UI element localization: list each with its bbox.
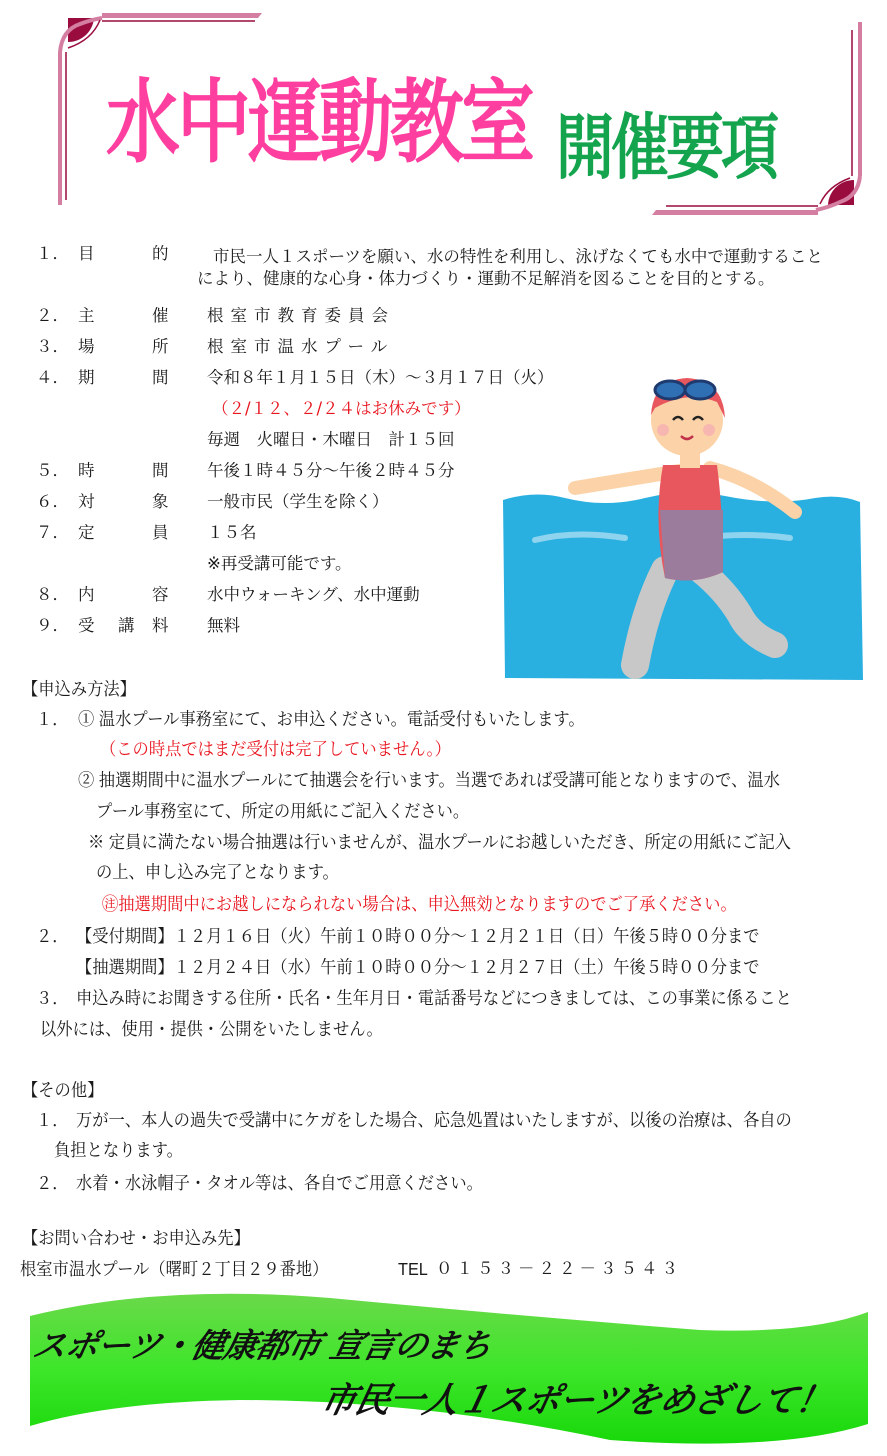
page-title: 水中運動教室 — [106, 70, 532, 176]
injury-notice-cont: 負担となります。 — [54, 1140, 183, 1160]
detail-label-char: 容 — [152, 585, 169, 604]
detail-value: 令和８年１月１５日（木）～３月１７日（火） — [207, 368, 554, 387]
detail-value: 無料 — [207, 616, 240, 635]
application-warning: ㊟抽選期間中にお越しになられない場合は、申込無効となりますのでご了承ください。 — [102, 894, 737, 914]
contact-heading: 【お問い合わせ・お申込み先】 — [22, 1228, 250, 1248]
detail-label-char: 受 — [78, 616, 95, 635]
detail-label-char: 的 — [152, 244, 169, 263]
detail-value: 水中ウォーキング、水中運動 — [207, 585, 420, 604]
other-heading: 【その他】 — [22, 1080, 104, 1100]
capacity-note: ※再受講可能です。 — [207, 554, 352, 573]
detail-label-char: 講 — [118, 616, 135, 635]
header-frame — [0, 0, 887, 230]
application-step-1-note: （この時点ではまだ受付は完了していません。） — [100, 739, 451, 759]
detail-label-char: 間 — [152, 461, 169, 480]
detail-value: 午後１時４５分～午後２時４５分 — [207, 461, 455, 480]
detail-value: 根室市温水プール — [207, 337, 395, 356]
schedule-note: 毎週 火曜日・木曜日 計１５回 — [207, 430, 455, 449]
slogan-line-2: 市民一人１スポーツをめざして！ — [317, 1381, 835, 1421]
application-note: ※ 定員に満たない場合抽選は行いませんが、温水プールにお越しいただき、所定の用紙にご記入 — [88, 832, 791, 852]
detail-label-char: 間 — [152, 368, 169, 387]
detail-label-char: 催 — [152, 306, 169, 325]
detail-value: 根室市教育委員会 — [207, 306, 395, 325]
belongings-notice: 水着・水泳帽子・タオル等は、各自でご用意ください。 — [76, 1173, 483, 1193]
application-item-number: １． — [36, 709, 69, 729]
application-step-2-cont: プール事務室にて、所定の用紙にご記入ください。 — [96, 801, 470, 821]
page-subtitle: 開催要項 — [556, 105, 777, 189]
holiday-note: （２/１２、２/２４はお休みです） — [212, 399, 471, 418]
application-note-cont: の上、申し込み完了となります。 — [96, 862, 339, 882]
detail-number: ６． — [36, 492, 69, 511]
detail-label-char: 員 — [152, 523, 169, 542]
detail-label-char: 期 — [78, 368, 95, 387]
injury-notice: 万が一、本人の過失で受講中にケガをした場合、応急処置はいたしますが、以後の治療は、各自の — [76, 1110, 792, 1130]
detail-value: 市民一人１スポーツを願い、水の特性を利用し、泳げなくても水中で運動すること — [213, 247, 823, 266]
detail-number: ８． — [36, 585, 69, 604]
slogan-line-1: スポーツ・健康都市 宣言のまち — [29, 1326, 495, 1365]
detail-label-char: 場 — [78, 337, 95, 356]
privacy-notice: 申込み時にお聞きする住所・氏名・生年月日・電話番号などにつきましては、この事業に係ること — [76, 988, 792, 1008]
tel-label: TEL — [398, 1259, 428, 1279]
application-step-2: ② 抽選期間中に温水プールにて抽選会を行います。当選であれば受講可能となりますので、温水 — [78, 770, 780, 790]
application-item-number: ３． — [36, 988, 69, 1008]
detail-number: ５． — [36, 461, 69, 480]
detail-label-char: 象 — [152, 492, 169, 511]
swimming-woman-illustration-icon — [495, 360, 865, 685]
detail-value: 一般市民（学生を除く） — [207, 492, 389, 511]
detail-number: ７． — [36, 523, 69, 542]
other-item-number: １． — [36, 1110, 69, 1130]
detail-number: ４． — [36, 368, 69, 387]
detail-label-char: 対 — [78, 492, 95, 511]
detail-number: ２． — [36, 306, 69, 325]
detail-label-char: 目 — [78, 244, 95, 263]
other-item-number: ２． — [36, 1173, 69, 1193]
privacy-notice-cont: 以外には、使用・提供・公開をいたしません。 — [40, 1019, 383, 1039]
detail-label-char: 定 — [78, 523, 95, 542]
reception-period: 【受付期間】１２月１６日（火）午前１０時００分～１２月２１日（日）午後５時００分まで — [76, 926, 760, 946]
detail-label-char: 内 — [78, 585, 95, 604]
detail-number: １． — [36, 244, 69, 263]
contact-place: 根室市温水プール（曙町２丁目２９番地） — [20, 1259, 329, 1279]
detail-value: により、健康的な心身・体力づくり・運動不足解消を図ることを目的とする。 — [197, 269, 775, 288]
detail-number: ３． — [36, 337, 69, 356]
detail-number: ９． — [36, 616, 69, 635]
detail-label-char: 所 — [152, 337, 169, 356]
application-heading: 【申込み方法】 — [22, 679, 136, 699]
application-item-number: ２． — [36, 926, 69, 946]
lottery-period: 【抽選期間】１２月２４日（水）午前１０時００分～１２月２７日（土）午後５時００分まで — [76, 957, 760, 977]
detail-label-char: 時 — [78, 461, 95, 480]
tel-number[interactable]: ０１５３－２２－３５４３ — [436, 1259, 682, 1278]
detail-label-char: 料 — [152, 616, 169, 635]
detail-label-char: 主 — [78, 306, 95, 325]
detail-value: １５名 — [207, 523, 257, 542]
application-step-1: ① 温水プール事務室にて、お申込ください。電話受付もいたします。 — [78, 709, 585, 729]
